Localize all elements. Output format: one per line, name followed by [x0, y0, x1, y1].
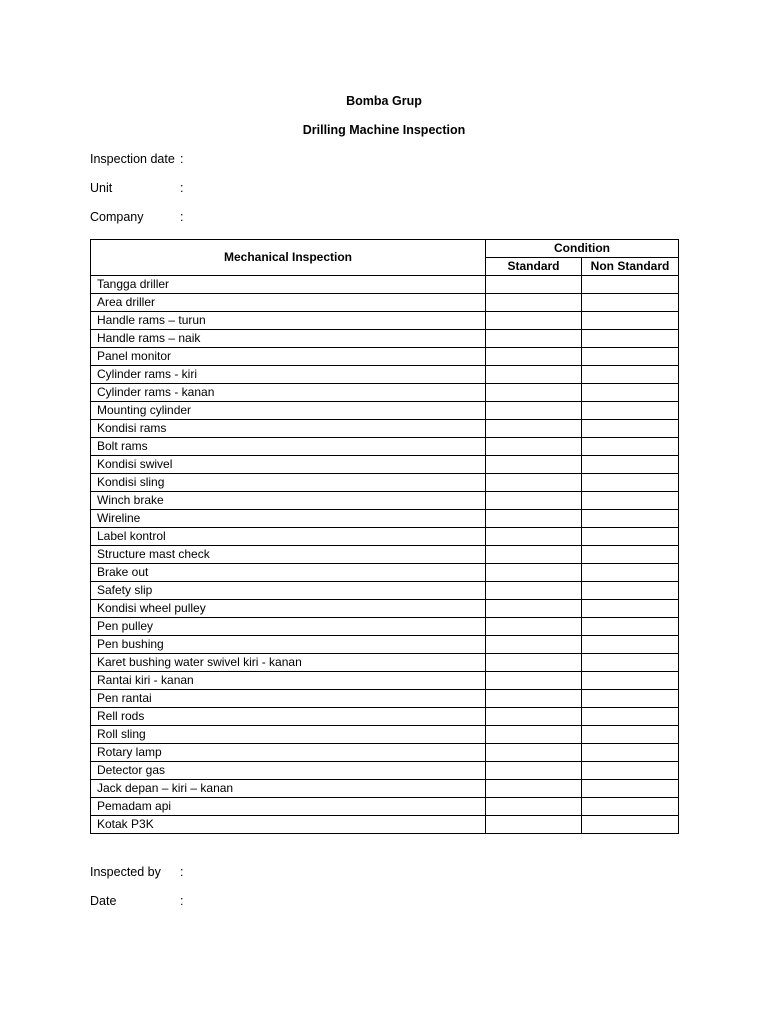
table-row: [91, 564, 679, 582]
standard-check-cell[interactable]: [486, 438, 582, 456]
inspected-by-label: Inspected by: [90, 865, 161, 879]
inspection-item-label: Roll sling: [91, 726, 486, 744]
inspection-item-label: Bolt rams: [91, 438, 486, 456]
standard-check-cell[interactable]: [486, 618, 582, 636]
sign-date-field: [90, 894, 184, 910]
table-row: [91, 798, 679, 816]
table-row: [91, 690, 679, 708]
company-label: Company: [90, 210, 144, 224]
inspection-item-label: Winch brake: [91, 492, 486, 510]
table-row: [91, 366, 679, 384]
standard-check-cell[interactable]: [486, 276, 582, 294]
standard-check-cell[interactable]: [486, 798, 582, 816]
non-standard-check-cell[interactable]: [582, 726, 679, 744]
table-row: [91, 726, 679, 744]
table-row: [91, 762, 679, 780]
table-row: [91, 294, 679, 312]
inspection-item-label: Cylinder rams - kiri: [91, 366, 486, 384]
unit-field: [90, 181, 184, 197]
standard-check-cell[interactable]: [486, 654, 582, 672]
non-standard-check-cell[interactable]: [582, 690, 679, 708]
inspection-item-label: Tangga driller: [91, 276, 486, 294]
standard-check-cell[interactable]: [486, 366, 582, 384]
inspection-item-label: Kondisi wheel pulley: [91, 600, 486, 618]
non-standard-check-cell[interactable]: [582, 528, 679, 546]
standard-check-cell[interactable]: [486, 384, 582, 402]
table-row: [91, 384, 679, 402]
inspection-item-label: Pen bushing: [91, 636, 486, 654]
table-row: [91, 402, 679, 420]
mechanical-inspection-header: Mechanical Inspection: [91, 240, 486, 276]
standard-check-cell[interactable]: [486, 672, 582, 690]
table-row: [91, 546, 679, 564]
inspection-item-label: Kondisi swivel: [91, 456, 486, 474]
non-standard-check-cell[interactable]: [582, 798, 679, 816]
inspection-item-label: Pemadam api: [91, 798, 486, 816]
non-standard-check-cell[interactable]: [582, 564, 679, 582]
table-row: [91, 600, 679, 618]
non-standard-check-cell[interactable]: [582, 546, 679, 564]
non-standard-check-cell[interactable]: [582, 438, 679, 456]
company-separator: :: [180, 210, 184, 224]
inspection-item-label: Rell rods: [91, 708, 486, 726]
table-row: [91, 582, 679, 600]
inspection-item-label: Wireline: [91, 510, 486, 528]
non-standard-check-cell[interactable]: [582, 348, 679, 366]
standard-check-cell[interactable]: [486, 348, 582, 366]
condition-header: Condition: [486, 240, 679, 258]
table-row: [91, 276, 679, 294]
inspection-item-label: Structure mast check: [91, 546, 486, 564]
inspection-item-label: Handle rams – naik: [91, 330, 486, 348]
standard-check-cell[interactable]: [486, 600, 582, 618]
inspection-date-label: Inspection date: [90, 152, 175, 166]
standard-check-cell[interactable]: [486, 744, 582, 762]
standard-check-cell[interactable]: [486, 510, 582, 528]
standard-check-cell[interactable]: [486, 528, 582, 546]
company-name: Bomba Grup: [346, 94, 422, 108]
table-row: [91, 312, 679, 330]
standard-check-cell[interactable]: [486, 546, 582, 564]
standard-check-cell[interactable]: [486, 708, 582, 726]
inspection-item-label: Kondisi sling: [91, 474, 486, 492]
standard-check-cell[interactable]: [486, 420, 582, 438]
non-standard-check-cell[interactable]: [582, 744, 679, 762]
non-standard-check-cell[interactable]: [582, 708, 679, 726]
inspection-item-label: Area driller: [91, 294, 486, 312]
table-row: [91, 492, 679, 510]
company-field: [90, 210, 184, 226]
inspection-item-label: Handle rams – turun: [91, 312, 486, 330]
non-standard-check-cell[interactable]: [582, 492, 679, 510]
unit-separator: :: [180, 181, 184, 195]
standard-check-cell[interactable]: [486, 294, 582, 312]
inspection-item-label: Kondisi rams: [91, 420, 486, 438]
table-header-row: [91, 240, 679, 258]
non-standard-check-cell[interactable]: [582, 618, 679, 636]
table-row: [91, 708, 679, 726]
non-standard-check-cell[interactable]: [582, 294, 679, 312]
inspected-by-field: [90, 865, 184, 881]
table-row: [91, 456, 679, 474]
inspected-by-separator: :: [180, 865, 184, 879]
non-standard-check-cell[interactable]: [582, 510, 679, 528]
table-row: [91, 780, 679, 798]
table-row: [91, 672, 679, 690]
inspection-item-label: Safety slip: [91, 582, 486, 600]
table-row: [91, 510, 679, 528]
non-standard-check-cell[interactable]: [582, 276, 679, 294]
non-standard-check-cell[interactable]: [582, 816, 679, 834]
standard-check-cell[interactable]: [486, 816, 582, 834]
non-standard-check-cell[interactable]: [582, 672, 679, 690]
inspection-date-separator: :: [180, 152, 184, 166]
table-row: [91, 420, 679, 438]
non-standard-check-cell[interactable]: [582, 330, 679, 348]
standard-check-cell[interactable]: [486, 780, 582, 798]
inspection-item-label: Kotak P3K: [91, 816, 486, 834]
non-standard-check-cell[interactable]: [582, 456, 679, 474]
table-row: [91, 618, 679, 636]
standard-check-cell[interactable]: [486, 402, 582, 420]
non-standard-header: Non Standard: [582, 258, 679, 276]
standard-check-cell[interactable]: [486, 636, 582, 654]
table-row: [91, 348, 679, 366]
non-standard-check-cell[interactable]: [582, 636, 679, 654]
table-row: [91, 816, 679, 834]
standard-check-cell[interactable]: [486, 690, 582, 708]
non-standard-check-cell[interactable]: [582, 780, 679, 798]
standard-check-cell[interactable]: [486, 492, 582, 510]
inspection-item-label: Rotary lamp: [91, 744, 486, 762]
inspection-item-label: Detector gas: [91, 762, 486, 780]
table-row: [91, 744, 679, 762]
non-standard-check-cell[interactable]: [582, 474, 679, 492]
non-standard-check-cell[interactable]: [582, 600, 679, 618]
standard-check-cell[interactable]: [486, 564, 582, 582]
inspection-item-label: Pen rantai: [91, 690, 486, 708]
inspection-item-label: Karet bushing water swivel kiri - kanan: [91, 654, 486, 672]
document-title: Drilling Machine Inspection: [302, 123, 466, 137]
table-row: [91, 528, 679, 546]
non-standard-check-cell[interactable]: [582, 402, 679, 420]
inspection-item-label: Mounting cylinder: [91, 402, 486, 420]
standard-check-cell[interactable]: [486, 456, 582, 474]
non-standard-check-cell[interactable]: [582, 420, 679, 438]
non-standard-check-cell[interactable]: [582, 384, 679, 402]
non-standard-check-cell[interactable]: [582, 582, 679, 600]
inspection-item-label: Label kontrol: [91, 528, 486, 546]
inspection-item-label: Rantai kiri - kanan: [91, 672, 486, 690]
non-standard-check-cell[interactable]: [582, 366, 679, 384]
standard-check-cell[interactable]: [486, 312, 582, 330]
sign-date-separator: :: [180, 894, 184, 908]
inspection-item-label: Cylinder rams - kanan: [91, 384, 486, 402]
standard-header: Standard: [486, 258, 582, 276]
inspection-item-label: Brake out: [91, 564, 486, 582]
sign-date-label: Date: [90, 894, 117, 908]
inspection-date-field: [90, 152, 184, 168]
inspection-item-label: Pen pulley: [91, 618, 486, 636]
table-row: [91, 636, 679, 654]
non-standard-check-cell[interactable]: [582, 762, 679, 780]
non-standard-check-cell[interactable]: [582, 654, 679, 672]
inspection-table-body: [91, 276, 679, 834]
inspection-table: [90, 239, 679, 834]
table-row: [91, 654, 679, 672]
standard-check-cell[interactable]: [486, 474, 582, 492]
table-row: [91, 438, 679, 456]
standard-check-cell[interactable]: [486, 762, 582, 780]
inspection-item-label: Jack depan – kiri – kanan: [91, 780, 486, 798]
standard-check-cell[interactable]: [486, 330, 582, 348]
inspection-item-label: Panel monitor: [91, 348, 486, 366]
standard-check-cell[interactable]: [486, 726, 582, 744]
table-row: [91, 330, 679, 348]
non-standard-check-cell[interactable]: [582, 312, 679, 330]
standard-check-cell[interactable]: [486, 582, 582, 600]
unit-label: Unit: [90, 181, 113, 195]
table-row: [91, 474, 679, 492]
